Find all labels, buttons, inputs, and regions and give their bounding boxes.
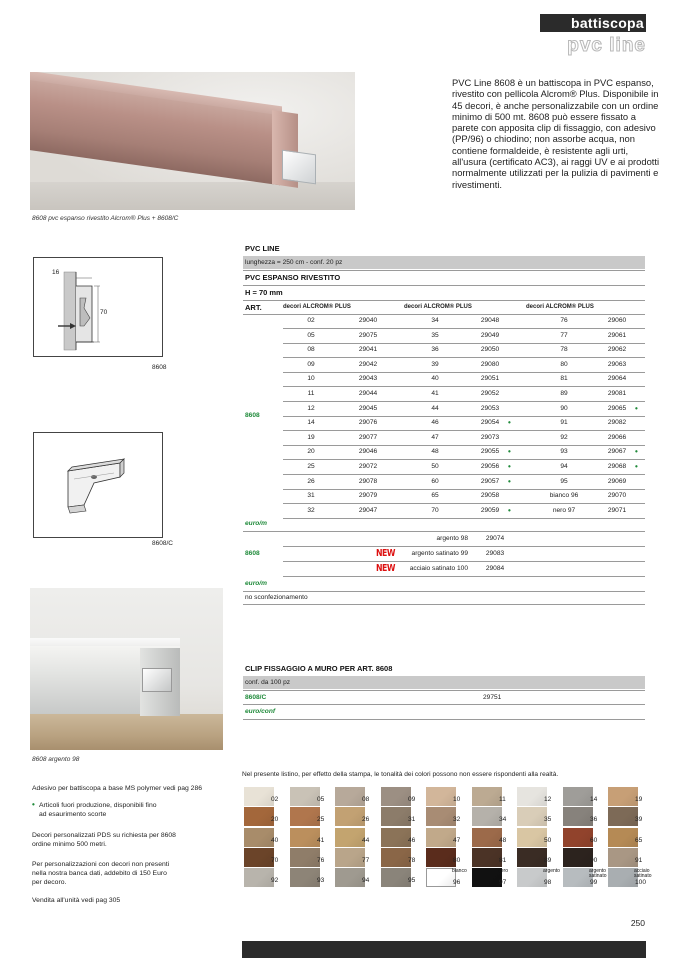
decor-cell: 60: [431, 478, 439, 485]
decor-cell: 81: [560, 375, 568, 382]
pers-note-2: nella nostra banca dati, addebito di 150 Euro: [32, 870, 167, 877]
decor-cell: 29049: [480, 332, 500, 339]
new-badge: NEW: [376, 563, 396, 574]
decor-cell: 40: [431, 375, 439, 382]
decor-cell: 34: [431, 317, 439, 324]
decor-cell: 32: [307, 507, 315, 514]
decor-cell: 29065: [607, 405, 627, 412]
row-divider: [283, 474, 645, 475]
color-swatch: [608, 787, 638, 806]
swatch-number: 41: [317, 837, 325, 844]
swatch-disclaimer: Nel presente listino, per effetto della stampa, le tonalità dei colori possono non essere rispondenti alla realtà.: [242, 771, 559, 778]
decor-cell: 29072: [358, 463, 378, 470]
discontinued-marker: •: [508, 418, 511, 427]
decor-cell: 29041: [358, 346, 378, 353]
swatch-number: 20: [271, 816, 279, 823]
special-price-unit: euro/m: [245, 580, 267, 587]
swatch-number: 40: [271, 837, 279, 844]
length-info: lunghezza = 250 cm - conf. 20 pz: [245, 259, 343, 266]
swatch-number: 97: [499, 879, 507, 886]
decor-cell: 35: [431, 332, 439, 339]
decor-cell: 41: [431, 390, 439, 397]
decor-cell: 91: [560, 419, 568, 426]
decor-cell: bianco 96: [549, 492, 579, 499]
color-swatch: [608, 807, 638, 826]
swatch-number: 99: [590, 879, 598, 886]
swatch-number: 36: [590, 816, 598, 823]
swatch-label: acciaio satinato: [634, 868, 652, 879]
pers-note-1: Per personalizzazioni con decori non presenti: [32, 861, 170, 868]
decor-cell: 29040: [358, 317, 378, 324]
decor-cell: 29071: [607, 507, 627, 514]
decor-cell: 29061: [607, 332, 627, 339]
decor-cell: 14: [307, 419, 315, 426]
decor-cell: 05: [307, 332, 315, 339]
color-swatch: [472, 848, 502, 867]
special-code: 29074: [485, 535, 505, 542]
decor-cell: 29055: [480, 448, 500, 455]
decor-cell: 92: [560, 434, 568, 441]
row-divider: [283, 576, 645, 577]
row-divider: [283, 503, 645, 504]
pers-note-3: per decoro.: [32, 879, 67, 886]
adhesive-note: Adesivo per battiscopa a base MS polymer vedi pag 286: [32, 785, 203, 792]
swatch-number: 70: [271, 857, 279, 864]
clip-code: 29751: [483, 694, 502, 701]
color-swatch: [381, 828, 411, 847]
row-divider: [283, 546, 645, 547]
clip-drawing: [33, 432, 163, 538]
row-divider: [283, 489, 645, 490]
section-subtitle: pvc line: [567, 35, 646, 56]
page-number: 250: [630, 918, 645, 928]
row-divider: [283, 561, 645, 562]
discontinued-marker: •: [508, 462, 511, 471]
special-art-code: 8608: [245, 550, 260, 557]
swatch-number: 12: [544, 796, 552, 803]
decor-cell: 90: [560, 405, 568, 412]
swatch-number: 46: [408, 837, 416, 844]
decor-cell: 29079: [358, 492, 378, 499]
table-title: PVC LINE: [245, 244, 280, 253]
color-swatch: [335, 848, 365, 867]
decor-cell: 29046: [358, 448, 378, 455]
special-code: 29083: [485, 550, 505, 557]
special-name: acciaio satinato 100: [409, 565, 468, 572]
swatch-number: 44: [362, 837, 370, 844]
swatch-number: 100: [635, 879, 647, 886]
art-code: 8608: [245, 412, 260, 419]
swatch-number: 65: [635, 837, 643, 844]
color-swatch: [381, 807, 411, 826]
clip-title: CLIP FISSAGGIO A MURO PER ART. 8608: [245, 664, 393, 673]
decor-header-1: decori ALCROM® PLUS: [283, 304, 351, 310]
color-swatch: [426, 828, 456, 847]
decor-cell: 29062: [607, 346, 627, 353]
color-swatch: [517, 828, 547, 847]
swatch-number: 34: [499, 816, 507, 823]
clip-conf: conf. da 100 pz: [245, 679, 291, 686]
swatch-number: 94: [362, 877, 370, 884]
decor-cell: 94: [560, 463, 568, 470]
product-photo: [30, 588, 223, 750]
color-swatch: [472, 807, 502, 826]
decor-cell: 29078: [358, 478, 378, 485]
swatch-number: 35: [544, 816, 552, 823]
decor-cell: 09: [307, 361, 315, 368]
decor-cell: 29050: [480, 346, 500, 353]
swatch-number: 02: [271, 796, 279, 803]
discontinued-marker: •: [635, 404, 638, 413]
color-swatch: [290, 787, 320, 806]
decor-cell: 29059: [480, 507, 500, 514]
no-packing-note: no sconfezionamento: [245, 594, 308, 601]
decor-header-3: decori ALCROM® PLUS: [526, 304, 594, 310]
swatch-number: 50: [544, 837, 552, 844]
special-code: 29084: [485, 565, 505, 572]
swatch-number: 77: [362, 857, 370, 864]
color-swatch: [563, 787, 593, 806]
color-swatch: [381, 848, 411, 867]
decor-cell: 29064: [607, 375, 627, 382]
decor-cell: 29048: [480, 317, 500, 324]
decor-cell: 36: [431, 346, 439, 353]
decor-cell: 29073: [480, 434, 500, 441]
dim-height-label: 70: [100, 309, 108, 316]
decor-cell: 29052: [480, 390, 500, 397]
decor-cell: 12: [307, 405, 315, 412]
discontinued-marker: •: [508, 506, 511, 515]
decor-cell: 48: [431, 448, 439, 455]
decor-cell: 76: [560, 317, 568, 324]
decor-cell: 29057: [480, 478, 500, 485]
color-swatch: [517, 787, 547, 806]
decor-header-2: decori ALCROM® PLUS: [404, 304, 472, 310]
profile-drawing-label: 8608: [152, 364, 167, 371]
decor-cell: 29075: [358, 332, 378, 339]
decor-cell: 77: [560, 332, 568, 339]
swatch-number: 90: [590, 857, 598, 864]
color-swatch: [290, 868, 320, 887]
discontinued-marker: •: [635, 462, 638, 471]
color-swatch: [608, 848, 638, 867]
hero-photo: [30, 72, 355, 210]
row-divider: [283, 401, 645, 402]
swatch-number: 11: [499, 796, 506, 803]
swatch-number: 08: [362, 796, 370, 803]
color-swatch: [290, 807, 320, 826]
hero-caption: 8608 pvc espanso rivestito Alcrom® Plus + 8608/C: [32, 215, 179, 222]
swatch-number: 93: [317, 877, 325, 884]
bullet-line-2: ad esaurimento scorte: [39, 811, 107, 818]
decor-cell: 80: [560, 361, 568, 368]
row-divider: [283, 343, 645, 344]
decor-cell: 29054: [480, 419, 500, 426]
discontinued-marker: •: [508, 447, 511, 456]
decor-cell: 29080: [480, 361, 500, 368]
row-divider: [283, 518, 645, 519]
color-swatch: [426, 848, 456, 867]
discontinued-marker: •: [508, 477, 511, 486]
swatch-number: 81: [499, 857, 507, 864]
decor-cell: 47: [431, 434, 439, 441]
decor-cell: 29066: [607, 434, 627, 441]
swatch-label: argento satinato: [589, 868, 607, 879]
color-swatch: [290, 848, 320, 867]
footer-bar: [242, 941, 646, 958]
decor-cell: 95: [560, 478, 568, 485]
swatch-number: 05: [317, 796, 325, 803]
decor-cell: 20: [307, 448, 315, 455]
decor-cell: 29081: [607, 390, 627, 397]
decor-cell: 11: [307, 390, 315, 397]
decor-cell: 29044: [358, 390, 378, 397]
custom-note-2: ordine minimo 500 metri.: [32, 841, 107, 848]
special-name: argento satinato 99: [411, 550, 468, 557]
photo-caption: 8608 argento 98: [32, 756, 80, 763]
clip-price-unit: euro/conf: [245, 708, 276, 715]
swatch-number: 39: [635, 816, 643, 823]
decor-cell: 29042: [358, 361, 378, 368]
color-swatch: [244, 828, 274, 847]
decor-cell: 93: [560, 448, 568, 455]
color-swatch: [472, 828, 502, 847]
price-unit: euro/m: [245, 520, 267, 527]
bullet-line-1: Articoli fuori produzione, disponibili fino: [39, 802, 157, 809]
swatch-number: 91: [635, 857, 643, 864]
decor-cell: 29063: [607, 361, 627, 368]
color-swatch: [517, 807, 547, 826]
discontinued-marker: •: [635, 447, 638, 456]
clip-drawing-label: 8608/C: [152, 540, 173, 547]
swatch-number: 95: [408, 877, 416, 884]
decor-cell: 29060: [607, 317, 627, 324]
decor-cell: nero 97: [552, 507, 576, 514]
decor-cell: 29070: [607, 492, 627, 499]
swatch-number: 14: [590, 796, 598, 803]
decor-cell: 29058: [480, 492, 500, 499]
swatch-number: 32: [453, 816, 461, 823]
color-swatch: [290, 828, 320, 847]
color-swatch: [335, 807, 365, 826]
swatch-number: 78: [408, 857, 416, 864]
swatch-number: 60: [590, 837, 598, 844]
swatch-number: 92: [271, 877, 279, 884]
swatch-number: 19: [635, 796, 643, 803]
color-swatch: [335, 828, 365, 847]
clip-conf-bar: [243, 676, 645, 689]
decor-cell: 29045: [358, 405, 378, 412]
custom-note-1: Decori personalizzati PDS su richiesta per 8608: [32, 832, 176, 839]
product-description: PVC Line 8608 è un battiscopa in PVC espanso, rivestito con pellicola Alcrom® Plus. Disponibile in 45 decori, è anche personalizzabile con un ordine minimo di 500 mt. 8608 può essere fissato a parete con apposita clip di fissaggio, con adesivo (PP/96) o chiodino; non assorbe acqua, non contiene formaldeide, è resistente agli urti, all'usura (certificato AC3), ai raggi UV e ai prodotti normalmente utilizzati per la pulizia di pavimenti e rivestimenti.: [452, 77, 660, 190]
decor-cell: 29068: [607, 463, 627, 470]
swatch-number: 48: [499, 837, 507, 844]
color-swatch: [335, 787, 365, 806]
color-swatch: [381, 868, 411, 887]
decor-cell: 08: [307, 346, 315, 353]
dim-width-label: 16: [52, 269, 60, 276]
decor-cell: 46: [431, 419, 439, 426]
section-title: battiscopa: [570, 15, 644, 31]
color-swatch: [335, 868, 365, 887]
decor-cell: 70: [431, 507, 439, 514]
decor-cell: 29051: [480, 375, 500, 382]
color-swatch: [563, 848, 593, 867]
color-swatch: [563, 828, 593, 847]
swatch-number: 47: [453, 837, 461, 844]
swatch-number: 80: [453, 857, 461, 864]
height-info: H = 70 mm: [245, 288, 283, 297]
swatch-number: 96: [453, 879, 461, 886]
swatch-number: 89: [544, 857, 552, 864]
color-swatch: [472, 787, 502, 806]
color-swatch: [517, 848, 547, 867]
table-subtitle: PVC ESPANSO RIVESTITO: [245, 273, 341, 282]
decor-cell: 29069: [607, 478, 627, 485]
swatch-number: 98: [544, 879, 552, 886]
decor-cell: 29043: [358, 375, 378, 382]
decor-cell: 29053: [480, 405, 500, 412]
row-divider: [283, 430, 645, 431]
swatch-number: 76: [317, 857, 325, 864]
swatch-number: 25: [317, 816, 325, 823]
decor-cell: 29047: [358, 507, 378, 514]
row-divider: [283, 372, 645, 373]
art-header: ART.: [245, 303, 262, 312]
decor-cell: 29076: [358, 419, 378, 426]
row-divider: [283, 459, 645, 460]
special-name: argento 98: [436, 535, 468, 542]
swatch-label: argento: [543, 868, 560, 874]
color-swatch: [563, 807, 593, 826]
new-badge: NEW: [376, 548, 396, 559]
decor-cell: 25: [307, 463, 315, 470]
decor-cell: 89: [560, 390, 568, 397]
swatch-number: 09: [408, 796, 416, 803]
swatch-number: 10: [453, 796, 461, 803]
row-divider: [283, 416, 645, 417]
decor-cell: 65: [431, 492, 439, 499]
color-swatch: [244, 848, 274, 867]
decor-cell: 10: [307, 375, 315, 382]
sale-note: Vendita all'unità vedi pag 305: [32, 897, 121, 904]
decor-cell: 26: [307, 478, 315, 485]
row-divider: [283, 328, 645, 329]
clip-drawing-svg: [34, 433, 162, 537]
decor-cell: 44: [431, 405, 439, 412]
clip-art: 8608/C: [245, 694, 267, 701]
row-divider: [283, 445, 645, 446]
row-divider: [283, 357, 645, 358]
swatch-number: 31: [408, 816, 416, 823]
decor-cell: 50: [431, 463, 439, 470]
bullet-marker: •: [32, 800, 35, 809]
decor-cell: 29056: [480, 463, 500, 470]
color-swatch: [244, 787, 274, 806]
decor-cell: 29077: [358, 434, 378, 441]
color-swatch: [244, 868, 274, 887]
decor-cell: 19: [307, 434, 315, 441]
swatch-label: nero: [498, 868, 509, 874]
color-swatch: [244, 807, 274, 826]
color-swatch: [426, 787, 456, 806]
decor-cell: 29067: [607, 448, 627, 455]
decor-cell: 39: [431, 361, 439, 368]
swatch-label: bianco: [452, 868, 467, 874]
swatch-number: 26: [362, 816, 370, 823]
color-swatch: [381, 787, 411, 806]
decor-cell: 31: [307, 492, 315, 499]
decor-cell: 29082: [607, 419, 627, 426]
color-swatch: [608, 828, 638, 847]
decor-cell: 02: [307, 317, 315, 324]
decor-cell: 78: [560, 346, 568, 353]
color-swatch: [426, 807, 456, 826]
row-divider: [283, 386, 645, 387]
